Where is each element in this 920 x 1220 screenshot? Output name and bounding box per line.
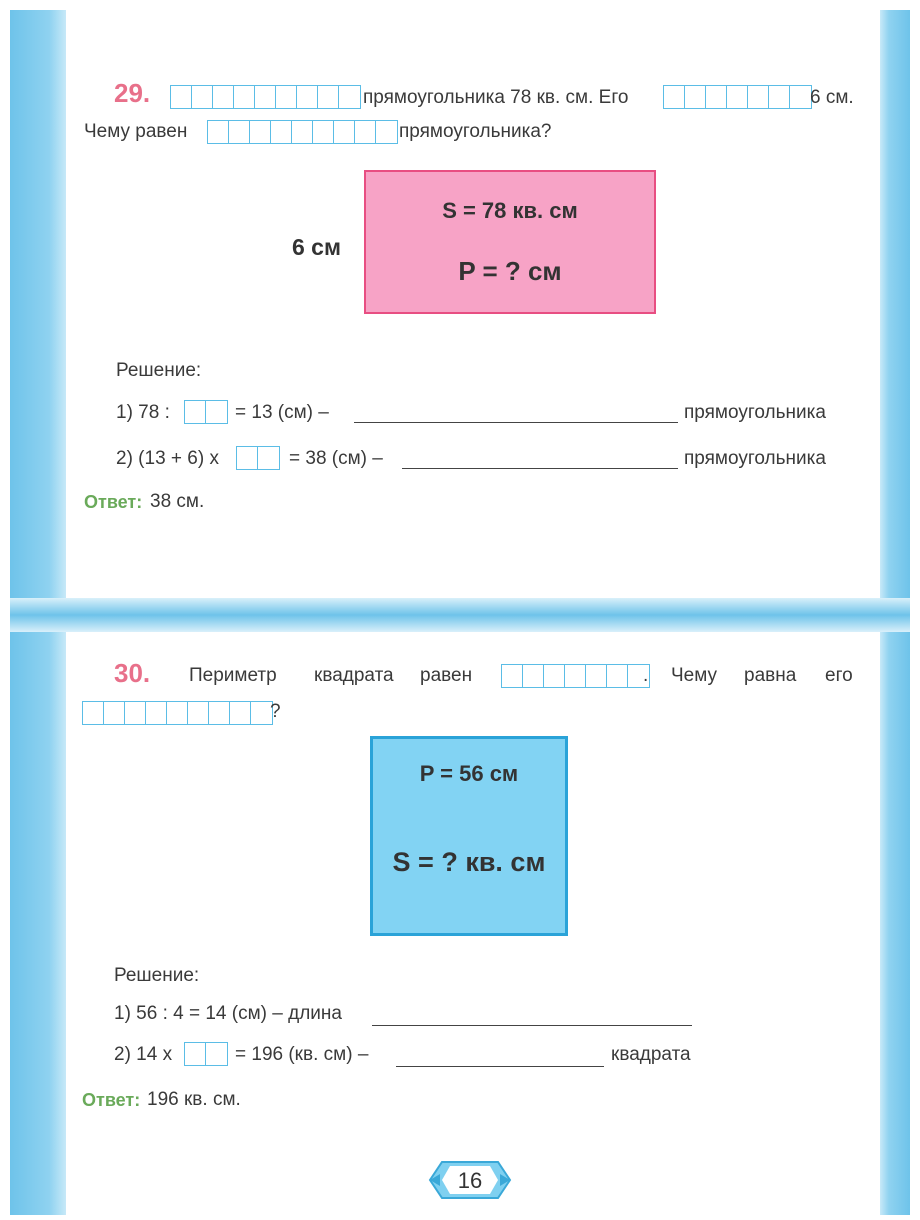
task-29-text: прямоугольника 78 кв. см. Его (363, 87, 629, 108)
answer-boxes (184, 1042, 228, 1066)
task-29-text: Чему равен (84, 121, 188, 142)
fill-in-line (372, 1001, 692, 1026)
task-30-text: равна (744, 665, 797, 686)
solution-step-1: 1) 56 : 4 = 14 (см) – длина (114, 1003, 342, 1024)
answer-boxes (184, 400, 228, 424)
fill-in-line (354, 400, 678, 423)
solution-step-2: = 38 (см) – (289, 448, 383, 469)
solution-step-2: = 196 (кв. см) – (235, 1044, 369, 1065)
solution-step-2: 2) (13 + 6) х (116, 448, 219, 469)
solution-step-1: прямоугольника (684, 402, 826, 423)
answer-value: 196 кв. см. (147, 1089, 241, 1110)
page-number: 16 (457, 1168, 483, 1193)
perimeter-label: P = 56 см (419, 761, 519, 786)
answer-label: Ответ: (82, 1090, 141, 1110)
solution-step-1: 1) 78 : (116, 402, 170, 423)
panel-divider (10, 598, 910, 632)
hidden-word-boxes (170, 85, 361, 109)
area-label: S = 78 кв. см (442, 198, 578, 223)
task-29-text: 6 см. (810, 87, 854, 108)
answer-value: 38 см. (150, 491, 205, 512)
solution-step-2: 2) 14 х (114, 1044, 173, 1065)
rectangle-diagram (364, 170, 656, 314)
perimeter-label: P = ? см (458, 256, 562, 286)
answer-label: Ответ: (84, 492, 143, 512)
task-30-text: Периметр (189, 665, 277, 686)
task-30-text: ? (270, 701, 281, 722)
hidden-word-boxes (663, 85, 812, 109)
task-29-text: прямоугольника? (399, 121, 552, 142)
hidden-word-boxes (501, 664, 650, 688)
hidden-word-boxes (207, 120, 398, 144)
solution-step-2: прямоугольника (684, 448, 826, 469)
rectangle-side-label: 6 см (292, 234, 341, 260)
fill-in-line (396, 1042, 604, 1067)
task-30-number: 30. (114, 658, 151, 688)
page-number-badge (428, 1160, 512, 1200)
task-30-text: . (643, 665, 649, 686)
solution-title: Решение: (114, 965, 200, 986)
fill-in-line (402, 446, 678, 469)
task-30-text: Чему (671, 665, 718, 686)
square-diagram (370, 736, 568, 936)
task-30-text: его (825, 665, 853, 686)
area-label: S = ? кв. см (392, 847, 546, 877)
task-30-text: квадрата (314, 665, 394, 686)
task-30-text: равен (420, 665, 473, 686)
answer-boxes (236, 446, 280, 470)
solution-step-2: квадрата (611, 1044, 691, 1065)
solution-step-1: = 13 (см) – (235, 402, 329, 423)
hidden-word-boxes (82, 701, 273, 725)
solution-title: Решение: (116, 360, 202, 381)
task-29-number: 29. (114, 78, 151, 108)
